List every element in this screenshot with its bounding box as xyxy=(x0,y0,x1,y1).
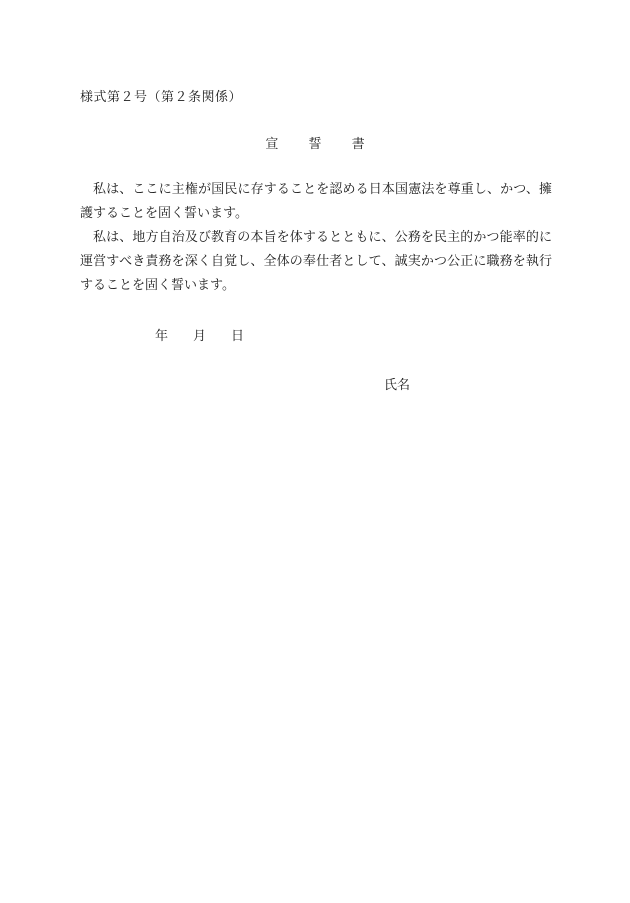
oath-paragraph-1: 私は、ここに主権が国民に存することを認める日本国憲法を尊重し、かつ、擁護することを固く誓います。 xyxy=(80,182,552,221)
form-number: 様式第２号（第２条関係） xyxy=(80,90,243,105)
title-char-1: 宣 xyxy=(265,137,279,152)
oath-body xyxy=(80,178,552,298)
date-line xyxy=(155,325,244,344)
month-label: 月 xyxy=(193,329,207,344)
title-char-3: 書 xyxy=(351,137,365,152)
day-label: 日 xyxy=(231,329,245,344)
oath-paragraph-2: 私は、地方自治及び教育の本旨を体するとともに、公務を民主的かつ能率的に運営すべき責務を深く自覚し、全体の奉仕者として、誠実かつ公正に職務を執行することを固く誓います。 xyxy=(80,230,552,293)
document-title xyxy=(0,133,630,152)
year-label: 年 xyxy=(155,329,169,344)
signature-label: 氏名 xyxy=(384,378,411,393)
title-char-2: 誓 xyxy=(308,137,322,152)
